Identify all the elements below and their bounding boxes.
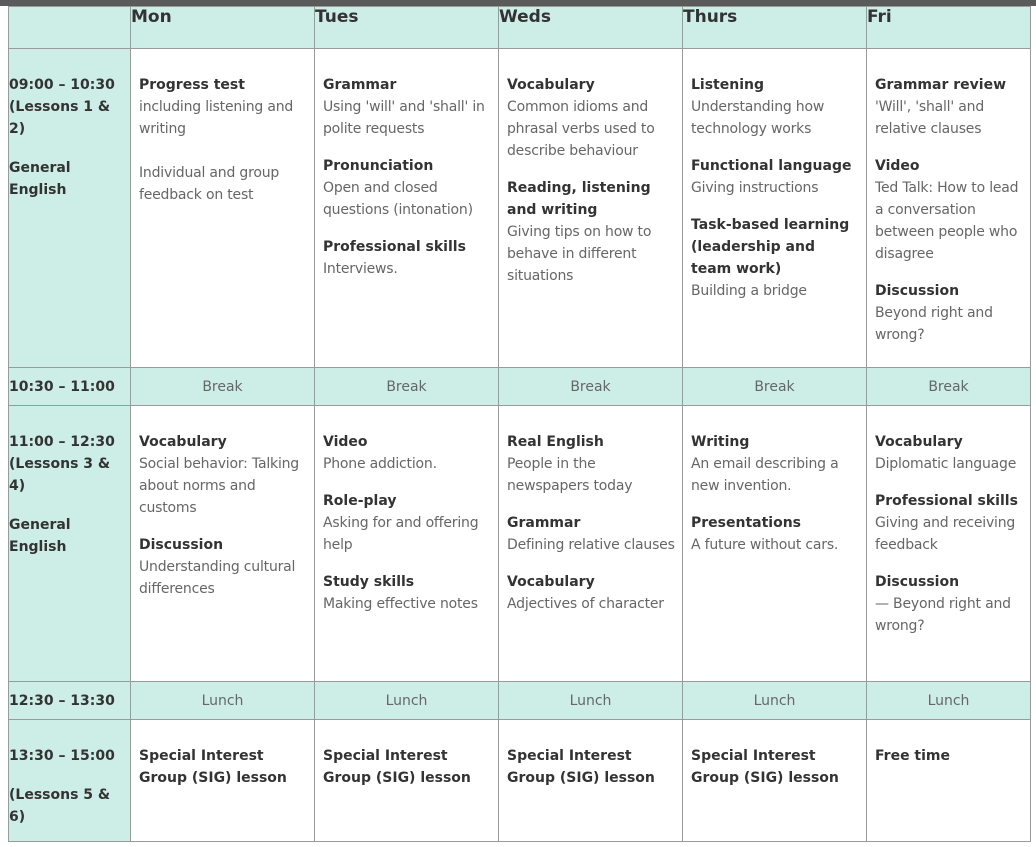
lesson-title: Vocabulary [139, 434, 227, 450]
lesson-block [139, 534, 308, 600]
break-cell-mon: Break [131, 368, 315, 406]
lesson-block [875, 155, 1024, 265]
lesson-title: Vocabulary [507, 574, 595, 590]
lesson-title: Progress test [139, 77, 245, 93]
lesson-cell-mon [131, 720, 315, 842]
break-cell-weds: Break [499, 368, 683, 406]
lesson-title: Writing [691, 434, 750, 450]
lesson-block [323, 236, 492, 280]
lesson-title: Discussion [875, 574, 960, 590]
lesson-title: Real English [507, 434, 604, 450]
lesson-desc: 'Will', 'shall' and relative clauses [875, 99, 985, 137]
lesson-block [507, 431, 676, 497]
lesson-title: Professional skills [323, 239, 466, 255]
lesson-title: Special Interest Group (SIG) lesson [691, 748, 839, 786]
session-label: General English [9, 517, 71, 555]
lesson-desc: Beyond right and wrong? [875, 305, 993, 343]
lesson-desc: Understanding how technology works [691, 99, 825, 137]
break-cell-thurs: Break [683, 368, 867, 406]
lesson-block [691, 431, 860, 497]
corner-cell [9, 7, 131, 49]
lesson-block [875, 490, 1024, 556]
lunch-cell-weds: Lunch [499, 682, 683, 720]
lesson-block [507, 512, 676, 556]
day-header-mon: Mon [131, 7, 315, 49]
lesson-desc: Individual and group feedback on test [139, 165, 280, 203]
lesson-title: Free time [875, 748, 951, 764]
lesson-desc: including listening and writing [139, 99, 294, 137]
lunch-cell-fri: Lunch [867, 682, 1031, 720]
lesson-cell-weds [499, 406, 683, 682]
lesson-block [507, 74, 676, 162]
lesson-title: Grammar review [875, 77, 1006, 93]
lesson-block [507, 571, 676, 615]
time-range: 13:30 – 15:00 [9, 748, 115, 764]
lesson-block [875, 74, 1024, 140]
lesson-block [691, 512, 860, 556]
header-row [9, 7, 1031, 49]
lunch-cell-thurs: Lunch [683, 682, 867, 720]
lesson-desc: Diplomatic language [875, 456, 1017, 472]
lesson-desc: — Beyond right and wrong? [875, 596, 1011, 634]
lesson-cell-tues [315, 720, 499, 842]
lesson-title: Discussion [139, 537, 224, 553]
lesson-cell-mon [131, 406, 315, 682]
lesson-desc: Adjectives of character [507, 596, 664, 612]
lesson-cell-weds [499, 49, 683, 368]
lesson-title: Listening [691, 77, 764, 93]
lesson-cell-thurs [683, 406, 867, 682]
session-row-2 [9, 406, 1031, 682]
break-row [9, 368, 1031, 406]
lesson-desc: Defining relative clauses [507, 537, 675, 553]
lesson-title: Discussion [875, 283, 960, 299]
time-range: 09:00 – 10:30 [9, 77, 115, 93]
lesson-block [875, 280, 1024, 346]
lesson-title: Video [323, 434, 368, 450]
time-range: 11:00 – 12:30 [9, 434, 115, 450]
lesson-title: Special Interest Group (SIG) lesson [507, 748, 655, 786]
lunch-time: 12:30 – 13:30 [9, 682, 131, 720]
lesson-cell-thurs [683, 49, 867, 368]
lesson-block [323, 490, 492, 556]
lesson-title: Functional language [691, 158, 852, 174]
lesson-block [691, 214, 860, 302]
lessons-label: (Lessons 5 & 6) [9, 787, 111, 825]
day-header-tues: Tues [315, 7, 499, 49]
lesson-cell-tues [315, 406, 499, 682]
lesson-desc: Building a bridge [691, 283, 807, 299]
lesson-title: Role-play [323, 493, 397, 509]
lesson-block [691, 155, 860, 199]
lesson-block [139, 162, 308, 206]
lunch-cell-mon: Lunch [131, 682, 315, 720]
lunch-cell-tues: Lunch [315, 682, 499, 720]
lesson-block [691, 74, 860, 140]
lessons-label: (Lessons 1 & 2) [9, 99, 111, 137]
lesson-cell-tues [315, 49, 499, 368]
session-row-1 [9, 49, 1031, 368]
lesson-desc: Interviews. [323, 261, 398, 277]
lesson-block [875, 431, 1024, 475]
lesson-desc: People in the newspapers today [507, 456, 633, 494]
lesson-desc: Making effective notes [323, 596, 478, 612]
lesson-desc: Giving and receiving feedback [875, 515, 1016, 553]
lesson-title: Grammar [323, 77, 397, 93]
day-header-fri: Fri [867, 7, 1031, 49]
lesson-block [323, 571, 492, 615]
time-cell [9, 406, 131, 682]
lesson-block [139, 74, 308, 140]
lesson-title: Video [875, 158, 920, 174]
lesson-desc: Giving tips on how to behave in different situations [507, 224, 652, 284]
lessons-label: (Lessons 3 & 4) [9, 456, 111, 494]
day-header-weds: Weds [499, 7, 683, 49]
lesson-title: Task-based learning (leadership and team work) [691, 217, 850, 277]
lesson-cell-fri [867, 49, 1031, 368]
lesson-desc: Ted Talk: How to lead a conversation between people who disagree [875, 180, 1019, 262]
lesson-block [323, 155, 492, 221]
lesson-cell-fri [867, 406, 1031, 682]
session-label: General English [9, 160, 71, 198]
lesson-block [507, 177, 676, 287]
lesson-title: Pronunciation [323, 158, 434, 174]
lesson-title: Vocabulary [875, 434, 963, 450]
lesson-cell-weds [499, 720, 683, 842]
lesson-title: Special Interest Group (SIG) lesson [139, 748, 287, 786]
session-row-3 [9, 720, 1031, 842]
time-cell [9, 720, 131, 842]
lesson-desc: Giving instructions [691, 180, 819, 196]
time-cell [9, 49, 131, 368]
lesson-block [139, 431, 308, 519]
lesson-title: Special Interest Group (SIG) lesson [323, 748, 471, 786]
lesson-desc: Understanding cultural differences [139, 559, 296, 597]
lesson-desc: Phone addiction. [323, 456, 437, 472]
lesson-cell-thurs [683, 720, 867, 842]
lesson-title: Vocabulary [507, 77, 595, 93]
lesson-desc: Using 'will' and 'shall' in polite requests [323, 99, 485, 137]
lesson-desc: Social behavior: Talking about norms and customs [139, 456, 299, 516]
lesson-title: Study skills [323, 574, 415, 590]
lesson-block [875, 571, 1024, 637]
lesson-title: Presentations [691, 515, 802, 531]
break-time: 10:30 – 11:00 [9, 368, 131, 406]
lesson-desc: An email describing a new invention. [691, 456, 839, 494]
lesson-title: Professional skills [875, 493, 1018, 509]
lesson-title: Reading, listening and writing [507, 180, 651, 218]
lesson-block [323, 431, 492, 475]
day-header-thurs: Thurs [683, 7, 867, 49]
lesson-cell-fri [867, 720, 1031, 842]
lesson-title: Grammar [507, 515, 581, 531]
lesson-desc: Asking for and offering help [323, 515, 479, 553]
lesson-block [323, 74, 492, 140]
timetable [8, 6, 1031, 842]
lunch-row [9, 682, 1031, 720]
lesson-desc: A future without cars. [691, 537, 839, 553]
lesson-desc: Common idioms and phrasal verbs used to describe behaviour [507, 99, 655, 159]
lesson-cell-mon [131, 49, 315, 368]
lesson-desc: Open and closed questions (intonation) [323, 180, 473, 218]
break-cell-tues: Break [315, 368, 499, 406]
break-cell-fri: Break [867, 368, 1031, 406]
